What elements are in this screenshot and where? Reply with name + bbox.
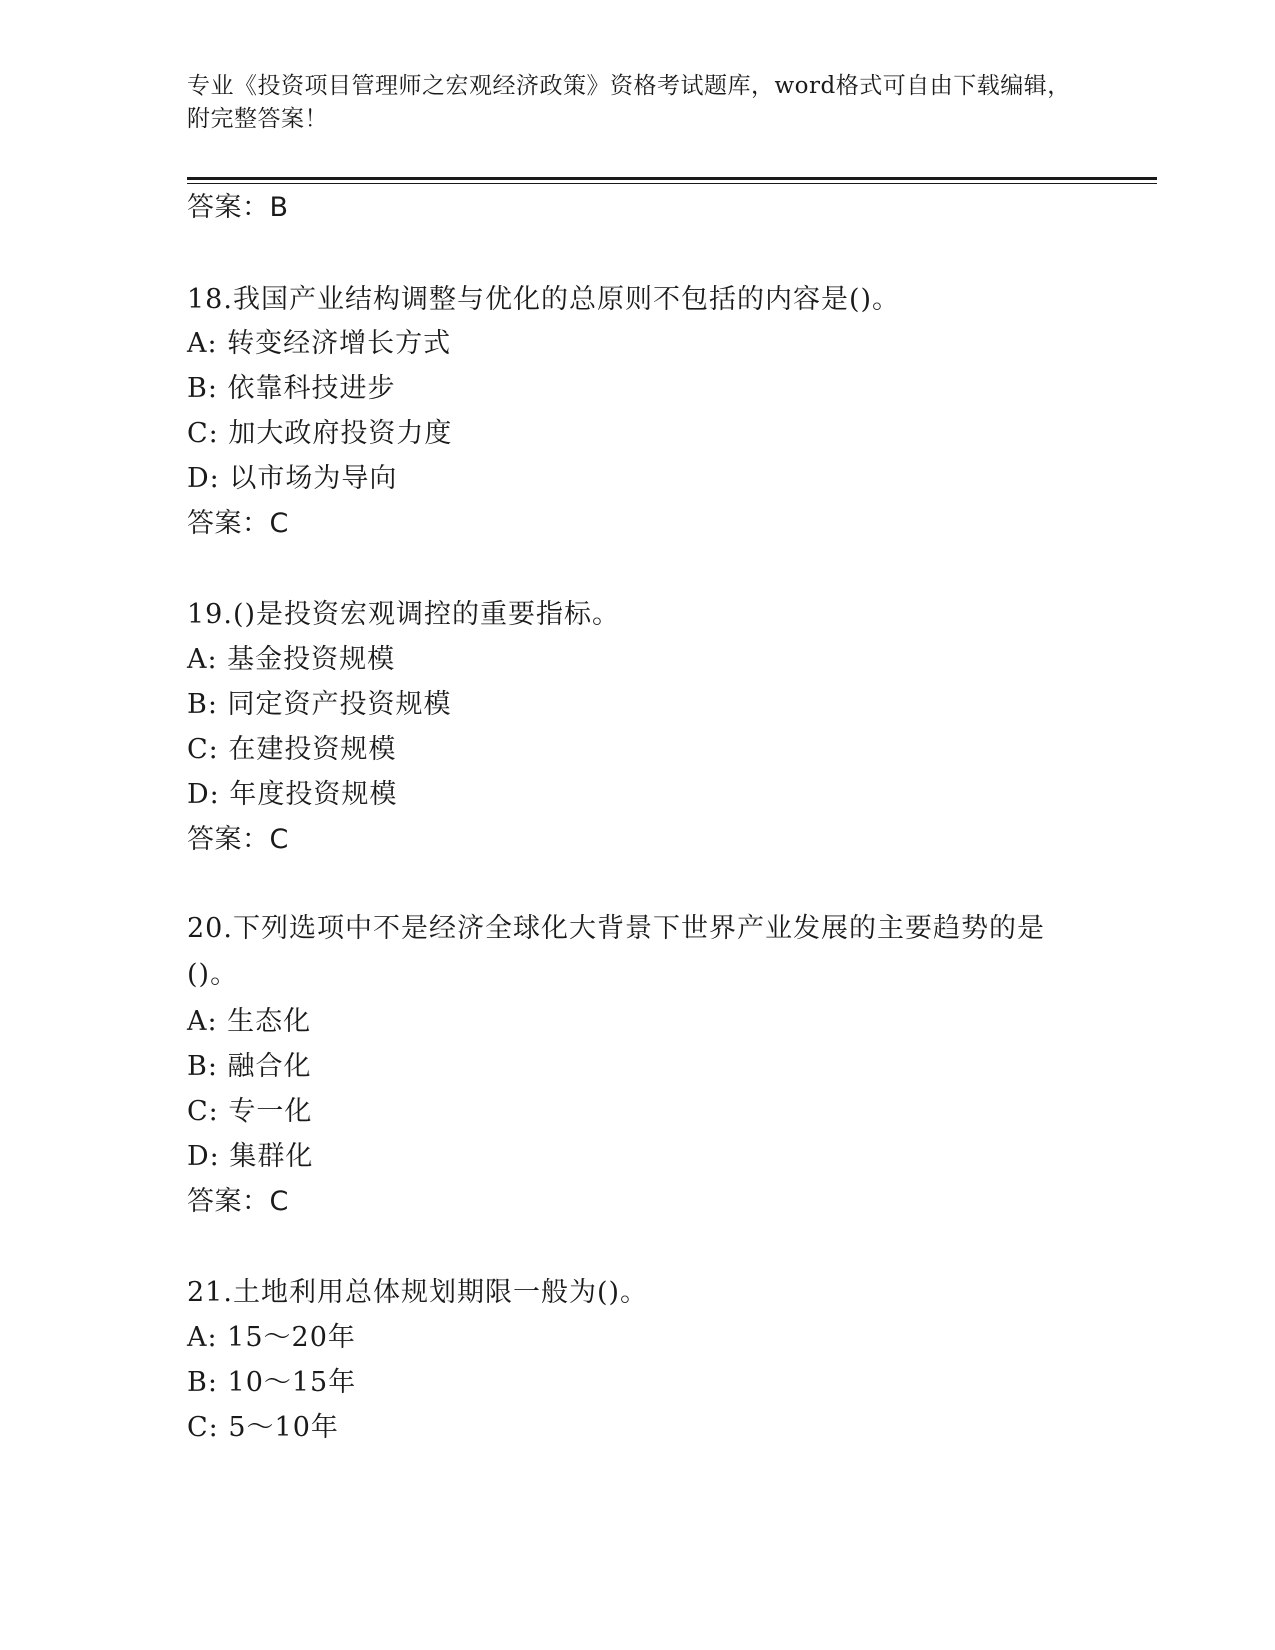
header-divider-thick (187, 177, 1157, 180)
q20-option-a: A: 生态化 (187, 1006, 312, 1037)
document-header: 专业《投资项目管理师之宏观经济政策》资格考试题库，word格式可自由下载编辑，附完整答案！ (187, 73, 1071, 132)
q18-option-a: A: 转变经济增长方式 (187, 328, 452, 359)
question-20: 20.下列选项中不是经济全球化大背景下世界产业发展的主要趋势的是()。 (187, 913, 1045, 990)
question-18: 18.我国产业结构调整与优化的总原则不包括的内容是()。 (187, 284, 901, 315)
header-divider-thin (187, 183, 1157, 184)
q18-option-b: B: 依靠科技进步 (187, 373, 396, 404)
q18-option-c: C: 加大政府投资力度 (187, 418, 453, 449)
q20-option-c: C: 专一化 (187, 1096, 313, 1127)
q21-option-c: C: 5～10年 (187, 1412, 339, 1443)
question-21: 21.土地利用总体规划期限一般为()。 (187, 1277, 649, 1308)
answer-17: 答案：B (187, 192, 289, 223)
q19-option-d: D: 年度投资规模 (187, 779, 398, 810)
q19-option-b: B: 同定资产投资规模 (187, 689, 452, 720)
q20-option-b: B: 融合化 (187, 1051, 312, 1082)
q19-answer: 答案：C (187, 824, 289, 855)
q18-option-d: D: 以市场为导向 (187, 463, 398, 494)
q19-option-a: A: 基金投资规模 (187, 644, 396, 675)
question-19: 19.()是投资宏观调控的重要指标。 (187, 599, 621, 630)
q19-option-c: C: 在建投资规模 (187, 734, 397, 765)
q21-option-a: A: 15～20年 (187, 1322, 356, 1353)
q18-answer: 答案：C (187, 508, 289, 539)
q20-answer: 答案：C (187, 1186, 289, 1217)
q20-option-d: D: 集群化 (187, 1141, 314, 1172)
q21-option-b: B: 10～15年 (187, 1367, 357, 1398)
